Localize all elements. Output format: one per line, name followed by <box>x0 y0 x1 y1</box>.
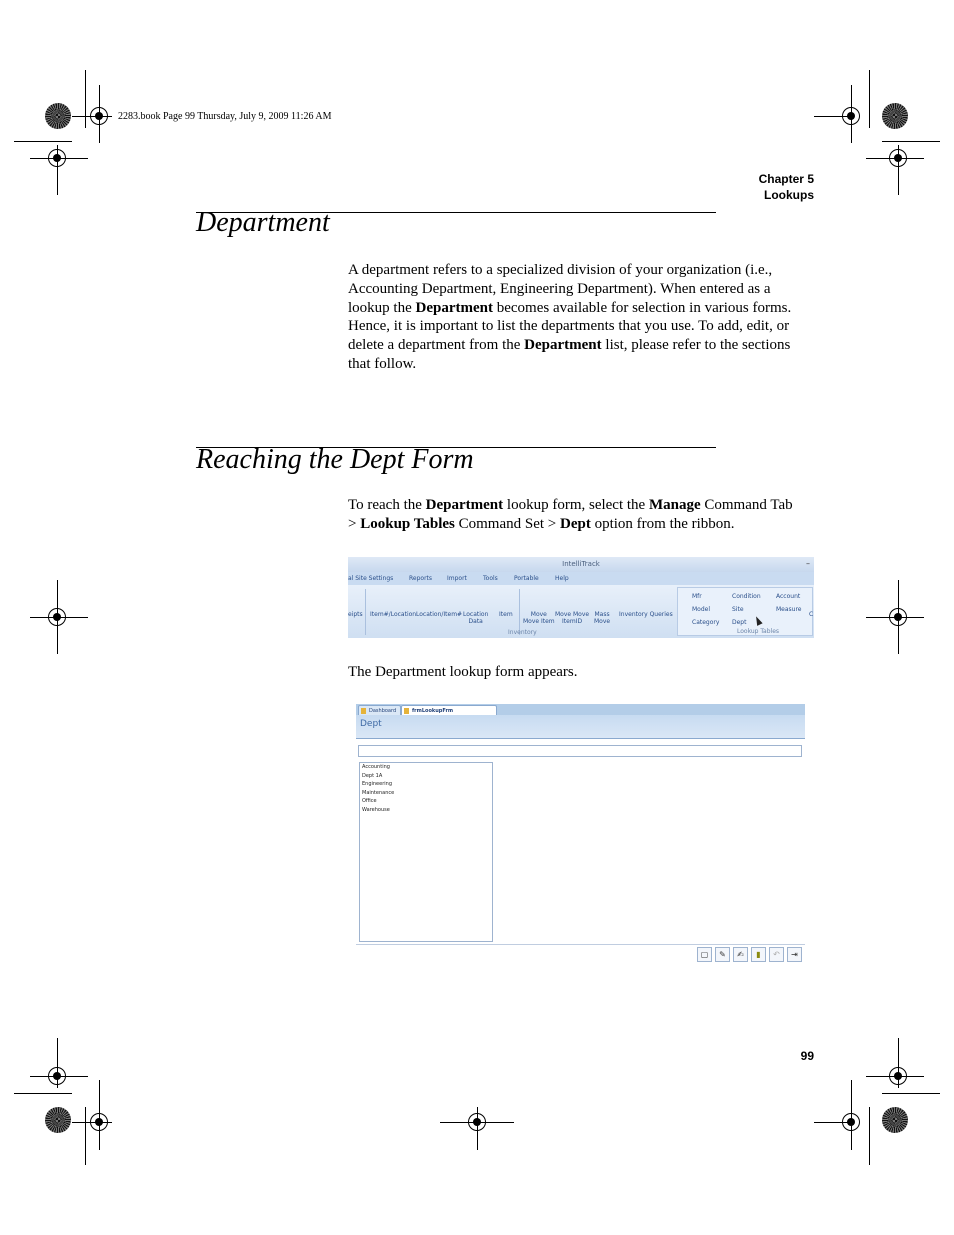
registration-mark-icon <box>889 608 907 626</box>
registration-mark-icon <box>90 107 108 125</box>
reaching-paragraph <box>348 496 814 534</box>
department-paragraph <box>348 261 814 374</box>
list-item[interactable]: Accounting <box>362 764 390 770</box>
ribbon-tab-import[interactable]: Import <box>447 575 467 582</box>
ribbon-screenshot <box>348 557 814 638</box>
ribbon-button-mass-move[interactable]: Mass Move <box>594 611 611 625</box>
form-caption: The Department lookup form appears. <box>348 664 578 680</box>
list-item[interactable]: Maintenance <box>362 789 395 796</box>
registration-mark-icon <box>468 1113 486 1131</box>
document-tab-strip <box>356 704 805 715</box>
lookup-dept[interactable]: Dept <box>732 619 747 626</box>
lookup-category[interactable]: Category <box>692 619 720 626</box>
dept-list[interactable] <box>359 762 493 942</box>
ribbon-group-lookup-tables: Lookup Tables <box>737 628 780 635</box>
section-heading-department: Department <box>196 207 330 238</box>
ribbon-command-area <box>348 585 814 638</box>
folder-icon <box>404 708 409 714</box>
ribbon-button-receipts[interactable]: eipts <box>348 611 363 618</box>
registration-mark-icon <box>48 608 66 626</box>
ribbon-tab-strip <box>348 572 814 585</box>
ribbon-button-move-itemid[interactable]: Move Move ItemID <box>555 611 590 625</box>
registration-star-icon <box>45 1107 71 1133</box>
paragraph-line: To reach the Department lookup form, select the Manage Command Tab <box>348 497 793 513</box>
dept-lookup-form-screenshot <box>356 704 805 962</box>
ribbon-button-item[interactable]: Item <box>499 611 513 618</box>
paragraph-line: delete a department from the Department list, please refer to the sections <box>348 337 791 354</box>
paragraph-line: > Lookup Tables Command Set > Dept option from the ribbon. <box>348 515 735 532</box>
ribbon-window-title: IntelliTrack <box>348 557 814 572</box>
registration-mark-icon <box>842 107 860 125</box>
section-heading-reaching-dept-form: Reaching the Dept Form <box>196 444 474 475</box>
tab-frmlookupfrm-label: frmLookupFrm <box>412 708 454 714</box>
form-divider <box>356 944 805 945</box>
edit-button[interactable]: ✎ <box>715 947 730 962</box>
paragraph-line: A department refers to a specialized division of your organization (i.e., <box>348 262 773 278</box>
paragraph-line: Accounting Department, Engineering Department). When entered as a <box>348 280 771 297</box>
list-item[interactable]: Office <box>362 798 377 804</box>
ribbon-button-move-item[interactable]: Move Move Item <box>523 611 555 625</box>
running-head-section: Lookups <box>764 188 814 202</box>
ribbon-tab-tools[interactable]: Tools <box>483 575 498 582</box>
lookup-account[interactable]: Account <box>776 593 801 600</box>
list-item[interactable]: Engineering <box>362 781 392 787</box>
exit-button[interactable]: ⇥ <box>787 947 802 962</box>
minimize-button[interactable]: – <box>806 559 810 568</box>
folder-icon <box>361 708 366 714</box>
print-slug: 2283.book Page 99 Thursday, July 9, 2009 11:26 AM <box>118 111 332 122</box>
lookup-tables-group <box>677 587 813 636</box>
ribbon-button-inventory-queries[interactable]: Inventory Queries <box>619 611 673 618</box>
list-item[interactable]: Warehouse <box>362 806 390 813</box>
ribbon-button-location-item[interactable]: Location/Item# <box>416 611 463 618</box>
paragraph-line: Hence, it is important to list the departments that you use. To add, edit, or <box>348 318 790 335</box>
running-head-chapter: Chapter 5 <box>758 172 814 186</box>
ribbon-edge-glyph: C <box>809 611 814 618</box>
registration-star-icon <box>45 103 71 129</box>
lookup-condition[interactable]: Condition <box>732 593 761 600</box>
registration-mark-icon <box>90 1113 108 1131</box>
ribbon-tab-reports[interactable]: Reports <box>409 575 433 582</box>
ribbon-button-location-data[interactable]: Location Data <box>463 611 489 625</box>
running-head <box>759 171 814 203</box>
registration-mark-icon <box>48 1067 66 1085</box>
undo-button[interactable]: ↶ <box>769 947 784 962</box>
list-item[interactable]: Dept 1A <box>362 772 383 779</box>
delete-button[interactable]: ▮ <box>751 947 766 962</box>
registration-mark-icon <box>889 1067 907 1085</box>
lookup-measure[interactable]: Measure <box>776 606 802 613</box>
registration-mark-icon <box>48 149 66 167</box>
lookup-site[interactable]: Site <box>732 606 744 613</box>
lookup-model[interactable]: Model <box>692 606 711 613</box>
ribbon-tab-help[interactable]: Help <box>555 575 569 582</box>
registration-mark-icon <box>842 1113 860 1131</box>
notes-button[interactable]: ✍ <box>733 947 748 962</box>
registration-mark-icon <box>889 149 907 167</box>
paragraph-line: lookup the Department becomes available for selection in various forms. <box>348 299 792 316</box>
ribbon-tab-site-settings[interactable]: al Site Settings <box>348 575 394 582</box>
ribbon-group-inventory: Inventory <box>508 629 537 636</box>
paragraph-line: that follow. <box>348 355 417 372</box>
form-title: Dept <box>360 719 382 729</box>
tab-dashboard-label: Dashboard <box>369 708 397 714</box>
lookup-entry-field[interactable] <box>358 745 802 757</box>
form-header <box>356 715 805 739</box>
registration-star-icon <box>882 1107 908 1133</box>
page-number: 99 <box>800 1049 814 1063</box>
ribbon-tab-portable[interactable]: Portable <box>514 575 539 582</box>
add-button[interactable]: ▢ <box>697 947 712 962</box>
registration-star-icon <box>882 103 908 129</box>
lookup-mfr[interactable]: Mfr <box>692 593 702 600</box>
ribbon-button-item-location[interactable]: Item#/Location <box>370 611 417 618</box>
